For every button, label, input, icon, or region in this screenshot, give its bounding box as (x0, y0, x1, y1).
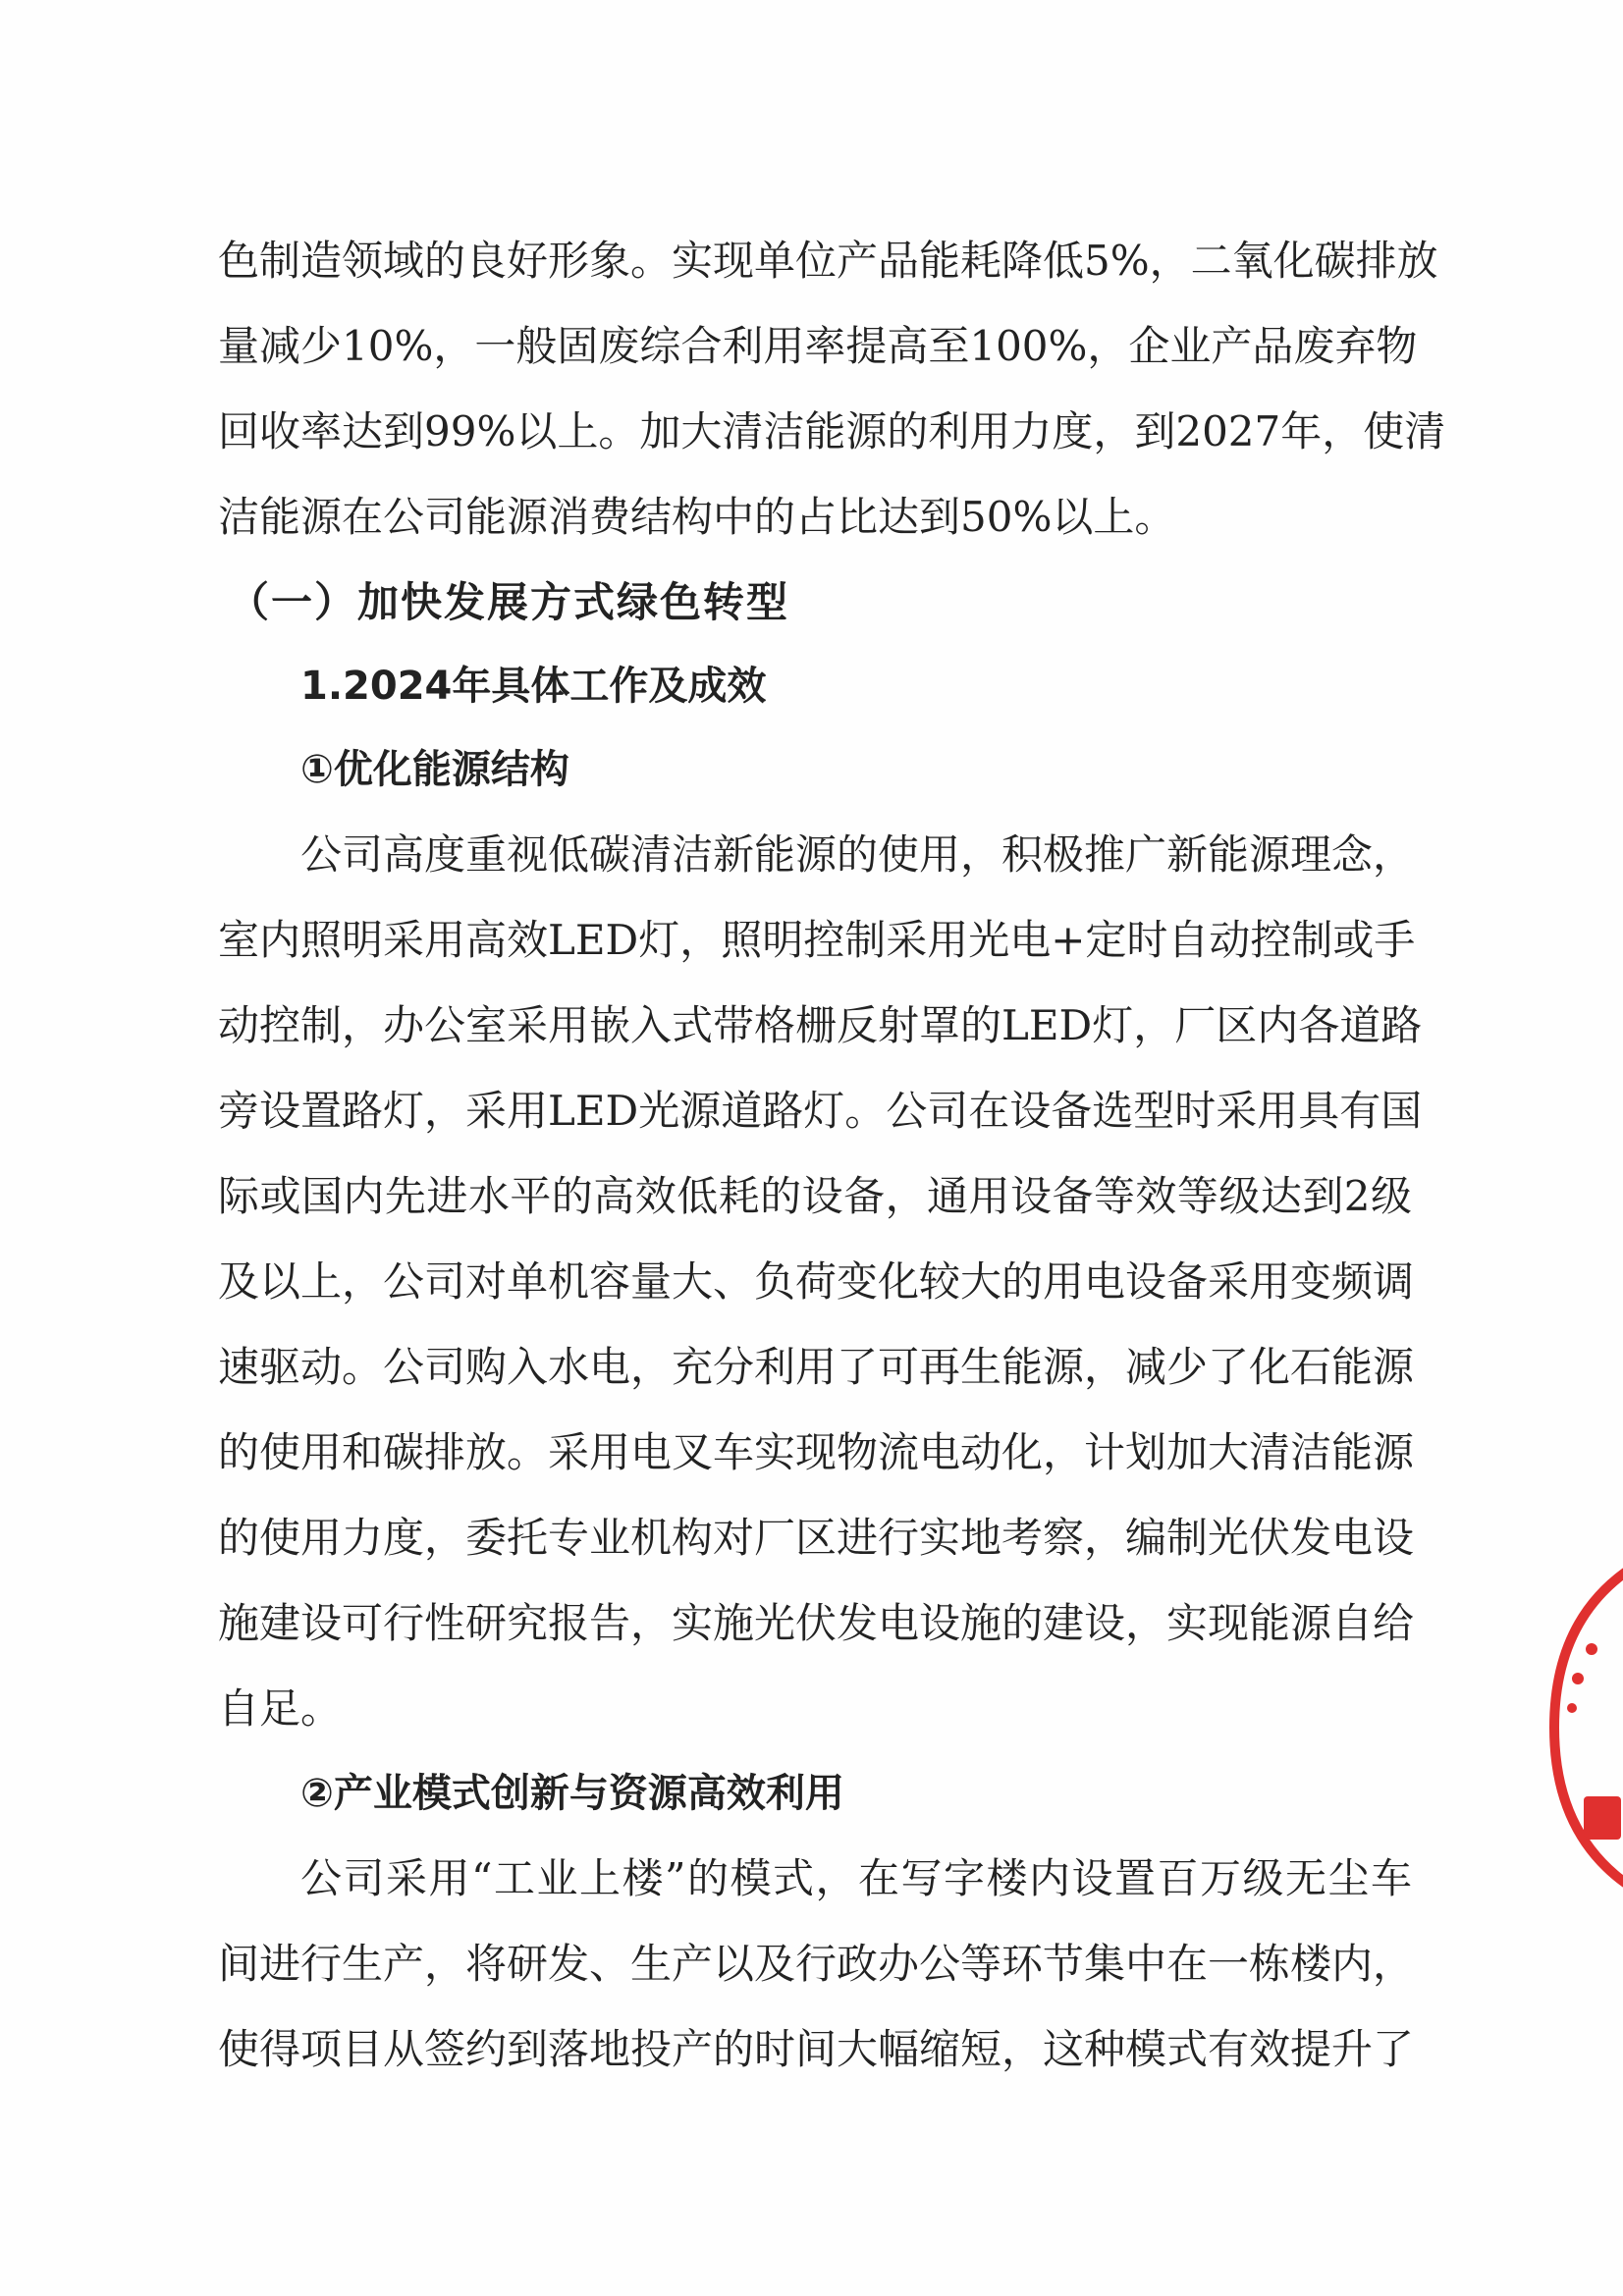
text-line: 公司高度重视低碳清洁新能源的使用，积极推广新能源理念， (300, 830, 1415, 879)
text-line: 公司采用“工业上楼”的模式，在写字楼内设置百万级无尘车 (300, 1854, 1412, 1902)
paragraph-continuation (218, 218, 1446, 560)
text-line: 使得项目从签约到落地投产的时间大幅缩短，这种模式有效提升了 (218, 2025, 1415, 2073)
text-line: 量减少10%，一般固废综合利用率提高至100%，企业产品废弃物 (218, 322, 1418, 370)
text-line: 旁设置路灯，采用LED光源道路灯。公司在设备选型时采用具有国 (218, 1087, 1423, 1135)
text-line: 际或国内先进水平的高效低耗的设备，通用设备等效等级达到2级 (218, 1172, 1412, 1220)
document-body (218, 218, 1446, 2092)
text-line: 洁能源在公司能源消费结构中的占比达到50%以上。 (218, 493, 1176, 541)
item-heading-industry-model: ②产业模式创新与资源高效利用 (300, 1771, 844, 1816)
text-line: 施建设可行性研究报告，实施光伏发电设施的建设，实现能源自给 (218, 1599, 1415, 1647)
paragraph-industry-model (218, 1836, 1415, 2092)
text-line: 速驱动。公司购入水电，充分利用了可再生能源，减少了化石能源 (218, 1343, 1415, 1391)
section-heading: （一）加快发展方式绿色转型 (228, 578, 790, 626)
text-line: 动控制，办公室采用嵌入式带格栅反射罩的LED灯，厂区内各道路 (218, 1001, 1423, 1049)
text-line: 回收率达到99%以上。加大清洁能源的利用力度，到2027年，使清 (218, 407, 1446, 455)
text-line: 色制造领域的良好形象。实现单位产品能耗降低5%，二氧化碳排放 (218, 237, 1438, 285)
text-line: 自足。 (218, 1684, 343, 1733)
text-line: 及以上，公司对单机容量大、负荷变化较大的用电设备采用变频调 (218, 1257, 1415, 1306)
text-line: 的使用和碳排放。采用电叉车实现物流电动化，计划加大清洁能源 (218, 1428, 1415, 1476)
text-line: 室内照明采用高效LED灯，照明控制采用光电+定时自动控制或手 (218, 916, 1416, 964)
text-line: 的使用力度，委托专业机构对厂区进行实地考察，编制光伏发电设 (218, 1514, 1415, 1562)
paragraph-energy-structure (218, 812, 1423, 1751)
red-seal-stamp-icon (1515, 1512, 1623, 1944)
subsection-heading: 1.2024年具体工作及成效 (300, 664, 767, 709)
text-line: 间进行生产，将研发、生产以及行政办公等环节集中在一栋楼内， (218, 1940, 1415, 1988)
item-heading-energy-structure: ①优化能源结构 (300, 747, 569, 792)
